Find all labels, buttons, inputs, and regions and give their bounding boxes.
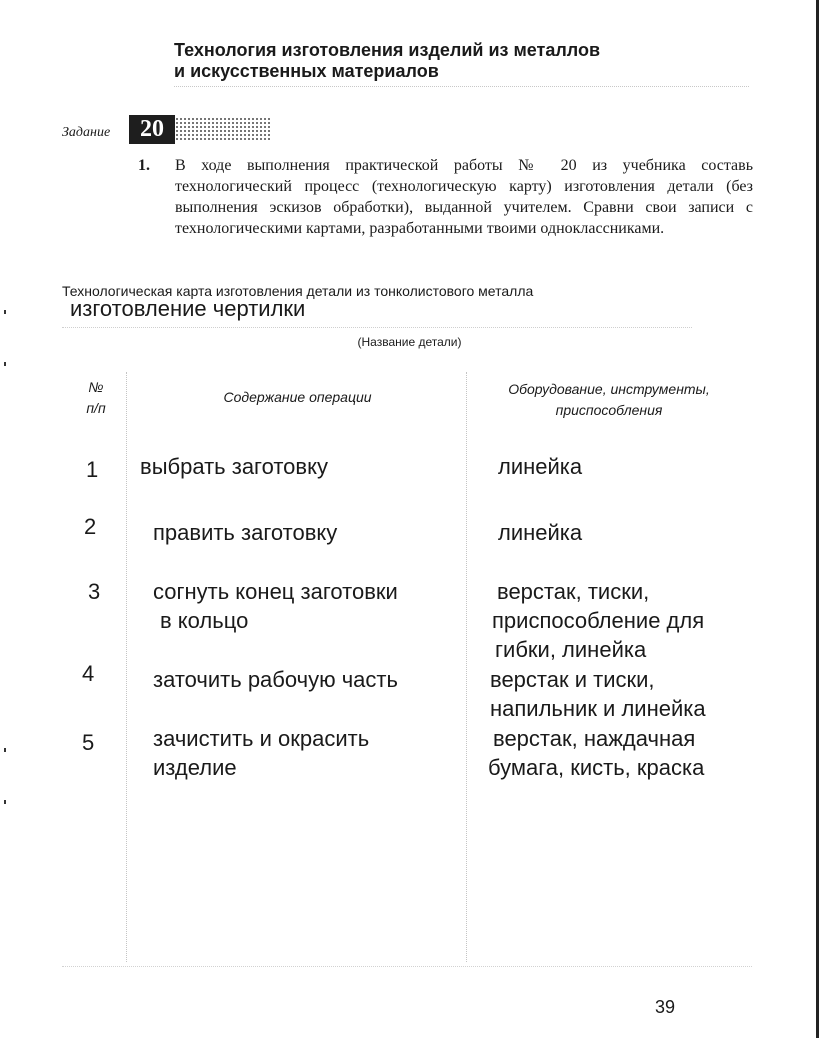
header-equipment-line-1: Оборудование, инструменты, [508,381,710,397]
row-3-number: 3 [88,579,101,604]
task-label: Задание [62,125,111,140]
card-caption: Технологическая карта изготовления детали из тонколистового металла [62,283,534,299]
table-column-divider-1 [126,372,127,962]
part-name-caption: (Название детали) [357,335,462,349]
task-badge-pattern [175,117,270,142]
row-3-equipment-line-3: гибки, линейка [495,637,647,662]
row-1-equipment: линейка [498,454,583,479]
row-4-number: 4 [82,661,95,686]
row-3-operation-line-1: согнуть конец заготовки [153,579,398,604]
instruction-number: 1. [138,157,150,174]
row-4-equipment-line-1: верстак и тиски, [490,667,655,692]
task-number-badge: 20 [129,115,175,144]
row-3-operation-line-2: в кольцо [160,608,249,633]
header-number [66,377,126,419]
row-1-number: 1 [86,457,99,482]
row-5-number: 5 [82,730,95,755]
part-name-line [62,327,692,328]
section-title-line-1: Технология изготовления изделий из металлов [174,40,601,60]
row-1-operation: выбрать заготовку [140,454,328,479]
row-5-equipment-line-2: бумага, кисть, краска [488,755,705,780]
row-5-operation-line-1: зачистить и окрасить [153,726,370,751]
instruction-text: В ходе выполнения практической работы № 20 из учебника составь технологический процесс (технологическую карту) изготовления детали (без выполнения эскизов обработки), выданной учителем. Сравни свои записи с технологическими картами, разработанными твоими одноклассниками. [175,157,753,237]
section-title [174,40,734,82]
row-2-operation: править заготовку [153,520,338,545]
margin-mark [4,310,6,314]
header-number-line-1: № [88,379,104,395]
margin-mark [4,800,6,804]
row-3-equipment-line-1: верстак, тиски, [497,579,650,604]
row-4-equipment-line-2: напильник и линейка [490,696,706,721]
part-name: изготовление чертилки [70,296,306,321]
page-number: 39 [655,997,676,1017]
header-operation: Содержание операции [223,389,372,405]
row-5-operation-line-2: изделие [153,755,237,780]
header-equipment-line-2: приспособления [555,402,663,418]
title-divider [174,86,749,87]
row-5-equipment-line-1: верстак, наждачная [493,726,696,751]
margin-mark [4,748,6,752]
row-2-equipment: линейка [498,520,583,545]
row-3-equipment-line-2: приспособление для [492,608,705,633]
row-2-number: 2 [84,514,97,539]
table-column-divider-2 [466,372,467,962]
margin-mark [4,362,6,366]
header-number-line-2: п/п [86,400,106,416]
row-4-operation: заточить рабочую часть [153,667,398,692]
section-title-line-2: и искусственных материалов [174,61,439,81]
header-equipment [468,379,750,421]
table-bottom-line [62,966,752,967]
